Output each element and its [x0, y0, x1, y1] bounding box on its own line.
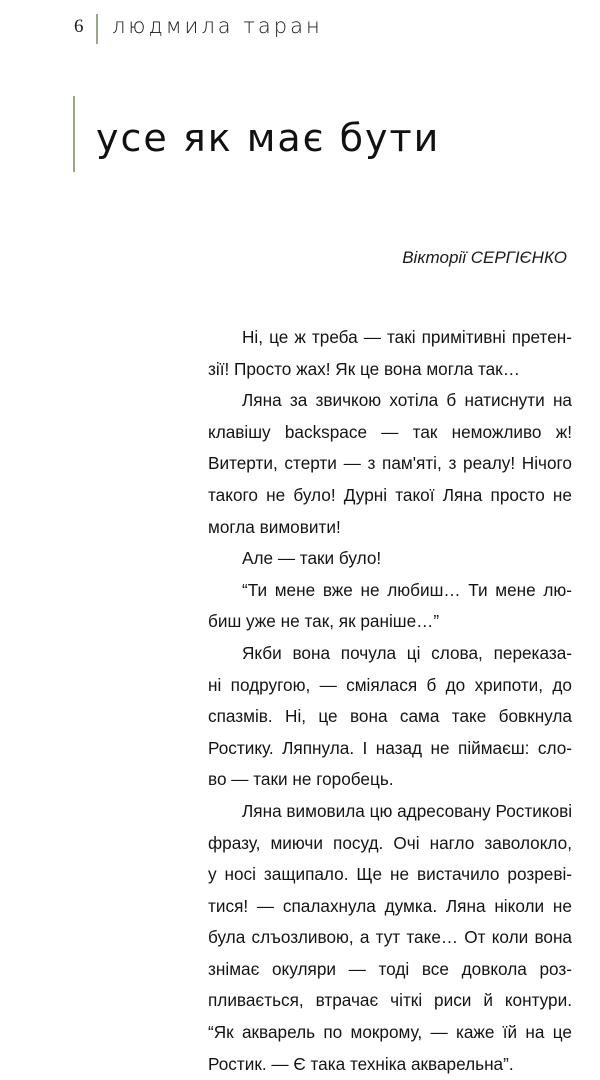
text-line: биш уже не так, як раніше…”	[208, 611, 440, 632]
text-line: знімає окуляри — тоді все довкола роз-	[208, 958, 572, 979]
story-title: усе як має бути	[96, 116, 441, 160]
header-divider	[96, 14, 98, 44]
dedication: Вікторії СЕРГІЄНКО	[402, 248, 567, 267]
text-line: Ростик. — Є така техніка акварельна”.	[208, 1053, 514, 1074]
text-line: клавішу backspace — так неможливо ж!	[208, 421, 572, 442]
text-line: такого не було! Дурні такої Ляна просто не	[208, 484, 572, 505]
text-line: тися! — спалахнула думка. Ляна ніколи не	[208, 895, 572, 916]
text-line: Якби вона почула ці слова, переказа-	[242, 642, 572, 663]
text-line: фразу, миючи посуд. Очі нагло заволокло,	[208, 832, 572, 853]
text-line: Ні, це ж треба — такі примітивні претен-	[242, 327, 572, 347]
text-line: пливається, втрачає чіткі риси й контури.	[208, 990, 572, 1011]
text-line: могла вимовити!	[208, 516, 341, 537]
title-divider	[73, 96, 75, 172]
text-line: “Як акварель по мокрому, — каже їй на це	[208, 1022, 572, 1043]
text-line: спазмів. Ні, це вона сама таке бовкнула	[208, 706, 572, 727]
page-number: 6	[74, 16, 84, 37]
text-line: Ляна за звичкою хотіла б натиснути на	[242, 390, 572, 411]
text-line: зії! Просто жах! Як це вона могла так…	[208, 358, 520, 379]
body-text	[208, 322, 572, 1080]
text-line: була слъозливою, а тут таке… От коли вона	[208, 927, 572, 948]
text-line: у носі защипало. Ще не вистачило розреві-	[208, 864, 572, 885]
text-line: Ляна вимовила цю адресовану Ростикові	[242, 800, 573, 821]
text-line: ні подругою, — сміялася б до хрипоти, до	[208, 674, 572, 695]
text-line: Ростику. Ляпнула. І назад не піймаєш: сло-	[208, 737, 572, 758]
text-line: Але — таки було!	[242, 548, 382, 569]
running-head: людмила таран	[112, 14, 323, 38]
text-line: “Ти мене вже не любиш… Ти мене лю-	[242, 579, 572, 600]
text-line: во — таки не горобець.	[208, 769, 394, 790]
text-line: Витерти, стерти — з пам'яті, з реалу! Нічого	[208, 453, 572, 474]
